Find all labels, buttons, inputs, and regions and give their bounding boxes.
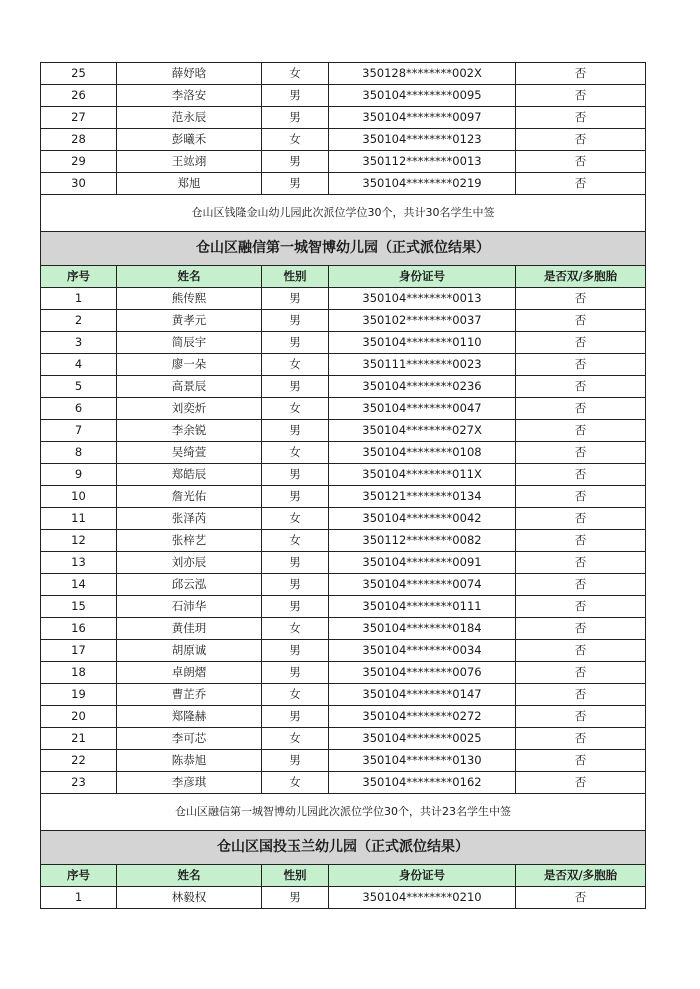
cell-name: 廖一朵 <box>117 354 262 376</box>
header-name: 姓名 <box>117 865 262 887</box>
cell-name: 卓朗熠 <box>117 662 262 684</box>
cell-name: 曹芷乔 <box>117 684 262 706</box>
table-row <box>41 398 646 420</box>
table-row <box>41 772 646 794</box>
cell-multi: 否 <box>516 376 646 398</box>
cell-no: 10 <box>41 486 117 508</box>
cell-id: 350104********027X <box>329 420 516 442</box>
cell-multi: 否 <box>516 398 646 420</box>
cell-gender: 女 <box>262 398 329 420</box>
table-row <box>41 618 646 640</box>
cell-no: 26 <box>41 85 117 107</box>
section-title-row <box>41 232 646 266</box>
cell-multi: 否 <box>516 552 646 574</box>
cell-id: 350104********0272 <box>329 706 516 728</box>
cell-name: 黄孝元 <box>117 310 262 332</box>
cell-name: 林毅权 <box>117 887 262 909</box>
cell-id: 350104********0013 <box>329 288 516 310</box>
cell-id: 350104********0147 <box>329 684 516 706</box>
cell-name: 张泽芮 <box>117 508 262 530</box>
cell-no: 23 <box>41 772 117 794</box>
cell-name: 薛妤晗 <box>117 63 262 85</box>
header-gender: 性别 <box>262 865 329 887</box>
summary-text: 仓山区钱隆金山幼儿园此次派位学位30个，共计30名学生中签 <box>41 195 646 232</box>
cell-multi: 否 <box>516 662 646 684</box>
cell-gender: 女 <box>262 530 329 552</box>
table-row <box>41 486 646 508</box>
section-title: 仓山区融信第一城智博幼儿园（正式派位结果） <box>41 232 646 266</box>
cell-multi: 否 <box>516 728 646 750</box>
cell-gender: 女 <box>262 354 329 376</box>
cell-multi: 否 <box>516 310 646 332</box>
cell-id: 350104********0110 <box>329 332 516 354</box>
cell-gender: 男 <box>262 376 329 398</box>
cell-name: 吴绮萱 <box>117 442 262 464</box>
cell-id: 350102********0037 <box>329 310 516 332</box>
table-row <box>41 887 646 909</box>
cell-id: 350104********0210 <box>329 887 516 909</box>
table-row <box>41 354 646 376</box>
cell-no: 15 <box>41 596 117 618</box>
table-row <box>41 85 646 107</box>
cell-id: 350104********0047 <box>329 398 516 420</box>
table-row <box>41 442 646 464</box>
cell-gender: 男 <box>262 85 329 107</box>
cell-name: 刘亦辰 <box>117 552 262 574</box>
cell-id: 350104********0097 <box>329 107 516 129</box>
cell-no: 16 <box>41 618 117 640</box>
cell-multi: 否 <box>516 486 646 508</box>
cell-no: 4 <box>41 354 117 376</box>
cell-gender: 男 <box>262 464 329 486</box>
cell-id: 350104********0074 <box>329 574 516 596</box>
cell-id: 350112********0082 <box>329 530 516 552</box>
cell-name: 高景辰 <box>117 376 262 398</box>
cell-id: 350104********0123 <box>329 129 516 151</box>
cell-id: 350104********0236 <box>329 376 516 398</box>
cell-gender: 男 <box>262 310 329 332</box>
cell-id: 350104********0162 <box>329 772 516 794</box>
cell-id: 350104********0034 <box>329 640 516 662</box>
cell-name: 王竑翊 <box>117 151 262 173</box>
table-row <box>41 706 646 728</box>
cell-gender: 女 <box>262 728 329 750</box>
cell-gender: 男 <box>262 151 329 173</box>
cell-gender: 女 <box>262 63 329 85</box>
header-id: 身份证号 <box>329 266 516 288</box>
cell-no: 21 <box>41 728 117 750</box>
cell-no: 12 <box>41 530 117 552</box>
cell-gender: 男 <box>262 288 329 310</box>
cell-id: 350112********0013 <box>329 151 516 173</box>
cell-gender: 男 <box>262 486 329 508</box>
cell-no: 9 <box>41 464 117 486</box>
cell-id: 350104********0219 <box>329 173 516 195</box>
cell-no: 30 <box>41 173 117 195</box>
cell-gender: 男 <box>262 574 329 596</box>
cell-id: 350111********0023 <box>329 354 516 376</box>
table-row <box>41 508 646 530</box>
table-row <box>41 640 646 662</box>
cell-name: 简辰宇 <box>117 332 262 354</box>
cell-gender: 男 <box>262 887 329 909</box>
table-row <box>41 288 646 310</box>
cell-no: 2 <box>41 310 117 332</box>
cell-gender: 男 <box>262 420 329 442</box>
cell-name: 张梓艺 <box>117 530 262 552</box>
cell-multi: 否 <box>516 173 646 195</box>
cell-name: 黄佳玥 <box>117 618 262 640</box>
table-row <box>41 684 646 706</box>
cell-id: 350128********002X <box>329 63 516 85</box>
cell-name: 郑隆赫 <box>117 706 262 728</box>
cell-multi: 否 <box>516 129 646 151</box>
cell-id: 350104********0091 <box>329 552 516 574</box>
table-row <box>41 750 646 772</box>
table-header-row <box>41 865 646 887</box>
cell-gender: 男 <box>262 640 329 662</box>
cell-multi: 否 <box>516 640 646 662</box>
cell-gender: 女 <box>262 618 329 640</box>
cell-name: 陈恭旭 <box>117 750 262 772</box>
cell-id: 350104********0095 <box>329 85 516 107</box>
cell-gender: 男 <box>262 332 329 354</box>
summary-row <box>41 794 646 831</box>
table-row <box>41 596 646 618</box>
table-header-row <box>41 266 646 288</box>
cell-no: 7 <box>41 420 117 442</box>
cell-no: 13 <box>41 552 117 574</box>
header-multi: 是否双/多胞胎 <box>516 865 646 887</box>
table-row <box>41 464 646 486</box>
cell-multi: 否 <box>516 772 646 794</box>
cell-no: 5 <box>41 376 117 398</box>
cell-no: 18 <box>41 662 117 684</box>
cell-gender: 女 <box>262 442 329 464</box>
cell-gender: 女 <box>262 772 329 794</box>
cell-name: 胡原诚 <box>117 640 262 662</box>
cell-no: 22 <box>41 750 117 772</box>
cell-gender: 女 <box>262 508 329 530</box>
cell-gender: 男 <box>262 750 329 772</box>
table-row <box>41 151 646 173</box>
cell-name: 郑旭 <box>117 173 262 195</box>
cell-no: 17 <box>41 640 117 662</box>
table-row <box>41 310 646 332</box>
header-no: 序号 <box>41 266 117 288</box>
cell-multi: 否 <box>516 288 646 310</box>
cell-no: 6 <box>41 398 117 420</box>
table-row <box>41 129 646 151</box>
section-title-row <box>41 831 646 865</box>
table-row <box>41 552 646 574</box>
summary-text: 仓山区融信第一城智博幼儿园此次派位学位30个，共计23名学生中签 <box>41 794 646 831</box>
table-row <box>41 530 646 552</box>
cell-gender: 男 <box>262 173 329 195</box>
cell-no: 27 <box>41 107 117 129</box>
cell-multi: 否 <box>516 332 646 354</box>
cell-id: 350104********0108 <box>329 442 516 464</box>
cell-name: 范永辰 <box>117 107 262 129</box>
table-row <box>41 173 646 195</box>
cell-multi: 否 <box>516 574 646 596</box>
cell-name: 彭曦禾 <box>117 129 262 151</box>
cell-no: 11 <box>41 508 117 530</box>
cell-gender: 女 <box>262 684 329 706</box>
table-row <box>41 420 646 442</box>
table-row <box>41 728 646 750</box>
summary-row <box>41 195 646 232</box>
cell-multi: 否 <box>516 508 646 530</box>
cell-multi: 否 <box>516 420 646 442</box>
cell-no: 20 <box>41 706 117 728</box>
cell-name: 李洛安 <box>117 85 262 107</box>
header-name: 姓名 <box>117 266 262 288</box>
results-table <box>40 62 646 909</box>
cell-multi: 否 <box>516 354 646 376</box>
cell-no: 19 <box>41 684 117 706</box>
cell-no: 25 <box>41 63 117 85</box>
cell-multi: 否 <box>516 464 646 486</box>
cell-gender: 女 <box>262 129 329 151</box>
cell-name: 石沛华 <box>117 596 262 618</box>
cell-name: 邱云泓 <box>117 574 262 596</box>
cell-no: 14 <box>41 574 117 596</box>
cell-multi: 否 <box>516 684 646 706</box>
cell-no: 8 <box>41 442 117 464</box>
cell-multi: 否 <box>516 442 646 464</box>
cell-name: 刘奕炘 <box>117 398 262 420</box>
cell-id: 350104********0076 <box>329 662 516 684</box>
header-multi: 是否双/多胞胎 <box>516 266 646 288</box>
cell-name: 李可芯 <box>117 728 262 750</box>
cell-multi: 否 <box>516 706 646 728</box>
cell-id: 350104********0184 <box>329 618 516 640</box>
cell-multi: 否 <box>516 887 646 909</box>
cell-no: 29 <box>41 151 117 173</box>
cell-multi: 否 <box>516 530 646 552</box>
cell-multi: 否 <box>516 596 646 618</box>
cell-gender: 男 <box>262 596 329 618</box>
cell-id: 350104********0111 <box>329 596 516 618</box>
cell-id: 350104********0042 <box>329 508 516 530</box>
cell-name: 詹光佑 <box>117 486 262 508</box>
table-row <box>41 376 646 398</box>
cell-gender: 男 <box>262 107 329 129</box>
header-gender: 性别 <box>262 266 329 288</box>
cell-no: 28 <box>41 129 117 151</box>
cell-id: 350104********0130 <box>329 750 516 772</box>
cell-multi: 否 <box>516 107 646 129</box>
table-row <box>41 107 646 129</box>
cell-no: 1 <box>41 288 117 310</box>
header-id: 身份证号 <box>329 865 516 887</box>
table-row <box>41 63 646 85</box>
cell-id: 350121********0134 <box>329 486 516 508</box>
cell-multi: 否 <box>516 85 646 107</box>
cell-no: 1 <box>41 887 117 909</box>
cell-name: 李余锐 <box>117 420 262 442</box>
cell-no: 3 <box>41 332 117 354</box>
table-row <box>41 574 646 596</box>
section-title: 仓山区国投玉兰幼儿园（正式派位结果） <box>41 831 646 865</box>
cell-gender: 男 <box>262 552 329 574</box>
cell-name: 李彦琪 <box>117 772 262 794</box>
table-row <box>41 332 646 354</box>
cell-multi: 否 <box>516 63 646 85</box>
table-row <box>41 662 646 684</box>
cell-multi: 否 <box>516 750 646 772</box>
cell-multi: 否 <box>516 151 646 173</box>
cell-gender: 男 <box>262 662 329 684</box>
cell-gender: 男 <box>262 706 329 728</box>
cell-id: 350104********0025 <box>329 728 516 750</box>
cell-name: 熊传熙 <box>117 288 262 310</box>
cell-name: 郑皓辰 <box>117 464 262 486</box>
cell-id: 350104********011X <box>329 464 516 486</box>
header-no: 序号 <box>41 865 117 887</box>
cell-multi: 否 <box>516 618 646 640</box>
